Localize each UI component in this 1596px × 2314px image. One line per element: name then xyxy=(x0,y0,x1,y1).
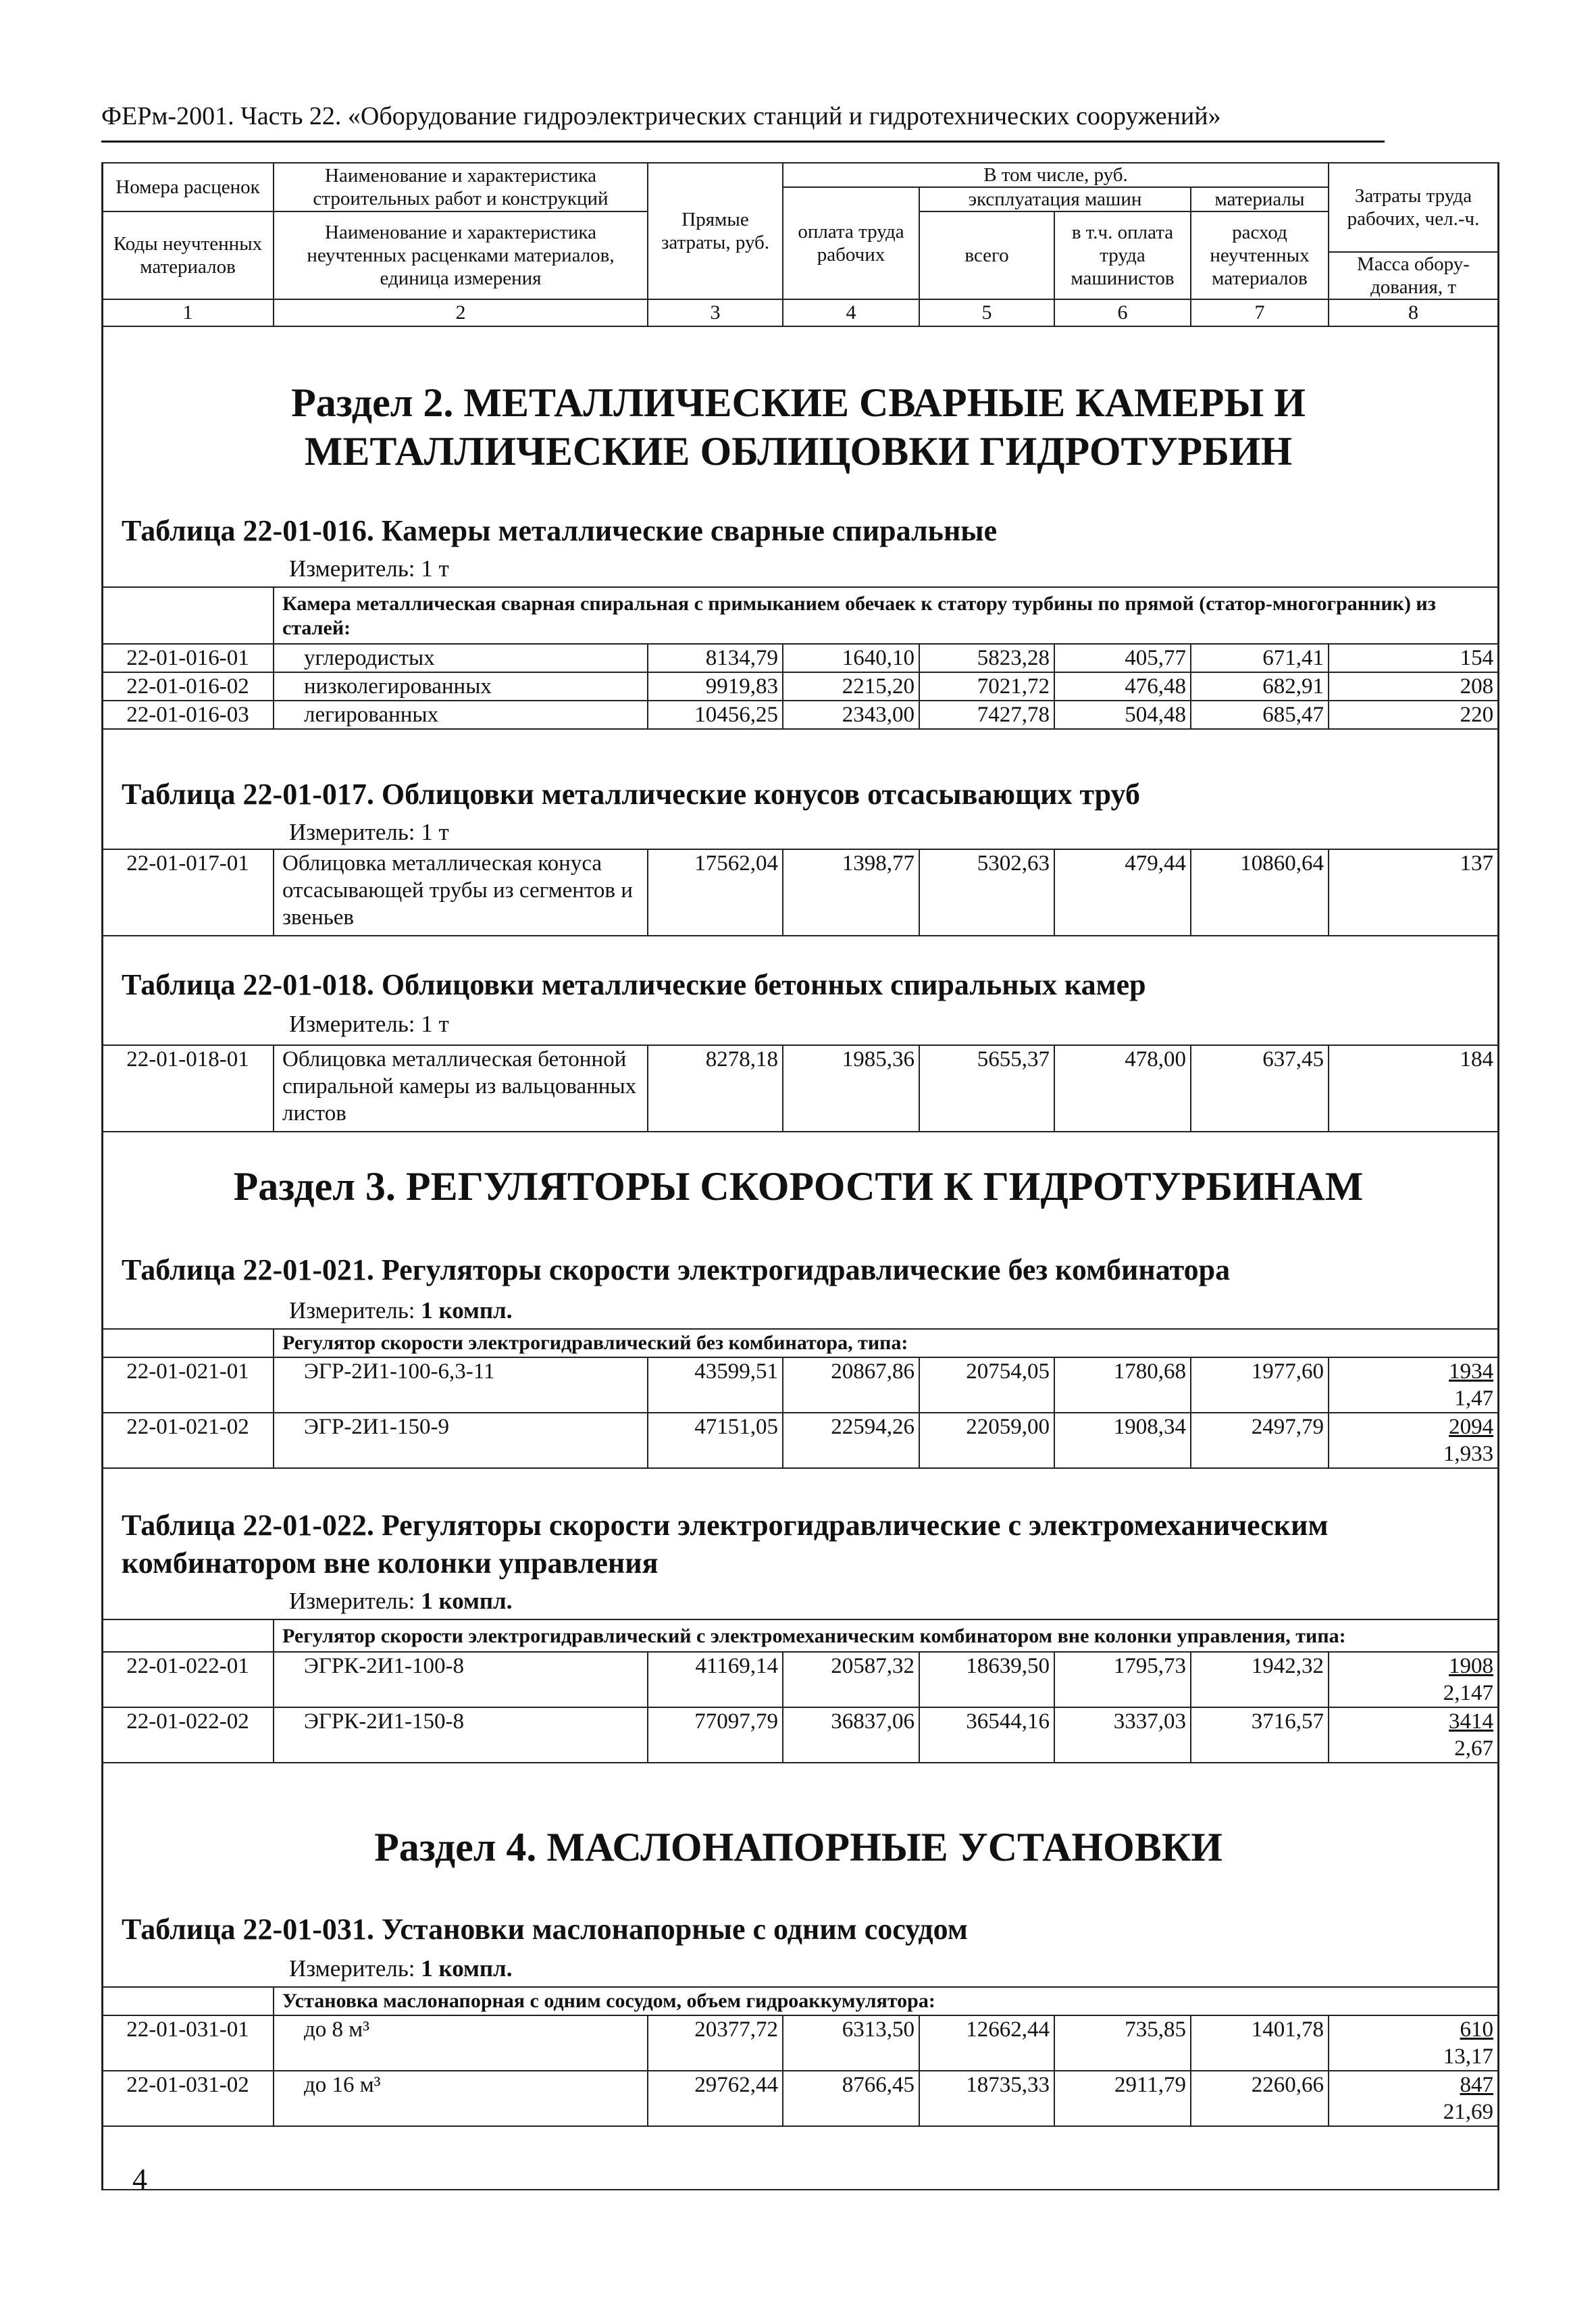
labor-hours-and-mass: 1908 2,147 xyxy=(1329,1652,1498,1707)
operators-pay: 1795,73 xyxy=(1054,1652,1191,1707)
measure: Измеритель: 1 компл. xyxy=(289,1588,513,1614)
materials-cost: 1401,78 xyxy=(1191,2015,1329,2071)
machines-total: 18735,33 xyxy=(919,2071,1054,2126)
machines-total: 36544,16 xyxy=(919,1707,1054,1763)
row-code: 22-01-016-01 xyxy=(102,644,274,672)
labor-cost: 6313,50 xyxy=(783,2015,919,2071)
header-machines: эксплуатация машин xyxy=(919,187,1191,211)
row-name: низколегированных xyxy=(274,672,648,701)
direct-cost: 10456,25 xyxy=(648,701,783,729)
table-22-01-017 xyxy=(101,849,1499,936)
labor-cost: 1640,10 xyxy=(783,644,919,672)
col-number: 4 xyxy=(783,299,919,326)
row-name: ЭГРК-2И1-100-8 xyxy=(274,1652,648,1707)
blank-cell xyxy=(102,1987,274,2015)
table-22-01-021 xyxy=(101,1328,1499,1469)
blank-cell xyxy=(102,587,274,644)
direct-cost: 17562,04 xyxy=(648,849,783,936)
subhead: Регулятор скорости электрогидравлический без комбинатора, типа: xyxy=(274,1329,1498,1357)
materials-cost: 671,41 xyxy=(1191,644,1329,672)
row-name: до 16 м³ xyxy=(274,2071,648,2126)
materials-cost: 1942,32 xyxy=(1191,1652,1329,1707)
operators-pay: 1908,34 xyxy=(1054,1413,1191,1468)
direct-cost: 47151,05 xyxy=(648,1413,783,1468)
table-title: Таблица 22-01-016. Камеры металлические сварные спиральные xyxy=(122,514,998,547)
header-col3: Прямые затраты, руб. xyxy=(648,163,783,299)
direct-cost: 29762,44 xyxy=(648,2071,783,2126)
row-name: углеродистых xyxy=(274,644,648,672)
table-row xyxy=(102,849,1498,936)
running-head: ФЕРм-2001. Часть 22. «Оборудование гидроэлектрических станций и гидротехнических сооружений» xyxy=(101,102,1221,130)
header-col7: расход неучтенных материалов xyxy=(1191,211,1329,299)
table-title: Таблица 22-01-018. Облицовки металлические бетонных спиральных камер xyxy=(122,968,1146,1001)
materials-cost: 685,47 xyxy=(1191,701,1329,729)
labor-hours: 184 xyxy=(1329,1045,1498,1132)
direct-cost: 8278,18 xyxy=(648,1045,783,1132)
materials-cost: 3716,57 xyxy=(1191,1707,1329,1763)
machines-total: 7427,78 xyxy=(919,701,1054,729)
row-code: 22-01-016-03 xyxy=(102,701,274,729)
labor-cost: 20867,86 xyxy=(783,1357,919,1413)
materials-cost: 637,45 xyxy=(1191,1045,1329,1132)
col-number: 6 xyxy=(1054,299,1191,326)
operators-pay: 2911,79 xyxy=(1054,2071,1191,2126)
labor-cost: 1398,77 xyxy=(783,849,919,936)
operators-pay: 479,44 xyxy=(1054,849,1191,936)
operators-pay: 735,85 xyxy=(1054,2015,1191,2071)
machines-total: 5655,37 xyxy=(919,1045,1054,1132)
direct-cost: 9919,83 xyxy=(648,672,783,701)
machines-total: 22059,00 xyxy=(919,1413,1054,1468)
row-code: 22-01-017-01 xyxy=(102,849,274,936)
row-name: ЭГРК-2И1-150-8 xyxy=(274,1707,648,1763)
operators-pay: 478,00 xyxy=(1054,1045,1191,1132)
direct-cost: 77097,79 xyxy=(648,1707,783,1763)
table-row xyxy=(102,1707,1498,1763)
materials-cost: 2260,66 xyxy=(1191,2071,1329,2126)
labor-cost: 1985,36 xyxy=(783,1045,919,1132)
labor-hours: 154 xyxy=(1329,644,1498,672)
labor-cost: 20587,32 xyxy=(783,1652,919,1707)
labor-hours-and-mass: 610 13,17 xyxy=(1329,2015,1498,2071)
header-group: В том числе, руб. xyxy=(783,163,1329,187)
section-title: Раздел 4. МАСЛОНАПОРНЫЕ УСТАНОВКИ xyxy=(374,1825,1222,1869)
table-22-01-031 xyxy=(101,1986,1499,2127)
table-row xyxy=(102,2015,1498,2071)
measure: Измеритель: 1 компл. xyxy=(289,1955,513,1982)
table-title: Таблица 22-01-022. Регуляторы скорости электрогидравлические с электромеханическим комбинатором вне колонки управления xyxy=(122,1509,1329,1580)
subhead: Камера металлическая сварная спиральная с примыканием обечаек к статору турбины по прямой (статор-многогранник) из сталей: xyxy=(274,587,1498,644)
measure: Измеритель: 1 компл. xyxy=(289,1297,513,1324)
page-number: 4 xyxy=(132,2163,147,2196)
table-row xyxy=(102,1413,1498,1468)
header-col1-bottom: Коды неучтенных материалов xyxy=(102,211,274,299)
labor-hours-and-mass: 3414 2,67 xyxy=(1329,1707,1498,1763)
column-header-table xyxy=(101,162,1499,327)
machines-total: 5823,28 xyxy=(919,644,1054,672)
operators-pay: 3337,03 xyxy=(1054,1707,1191,1763)
header-rule xyxy=(101,141,1385,143)
row-code: 22-01-018-01 xyxy=(102,1045,274,1132)
materials-cost: 10860,64 xyxy=(1191,849,1329,936)
labor-hours-and-mass: 847 21,69 xyxy=(1329,2071,1498,2126)
operators-pay: 476,48 xyxy=(1054,672,1191,701)
direct-cost: 43599,51 xyxy=(648,1357,783,1413)
labor-cost: 8766,45 xyxy=(783,2071,919,2126)
header-col2-top: Наименование и характеристика строительных работ и конструкций xyxy=(274,163,648,211)
row-code: 22-01-016-02 xyxy=(102,672,274,701)
labor-hours-and-mass: 1934 1,47 xyxy=(1329,1357,1498,1413)
measure: Измеритель: 1 т xyxy=(289,819,449,845)
table-row xyxy=(102,1357,1498,1413)
machines-total: 20754,05 xyxy=(919,1357,1054,1413)
table-row xyxy=(102,644,1498,672)
table-title: Таблица 22-01-017. Облицовки металлические конусов отсасывающих труб xyxy=(122,778,1140,811)
header-col8-top: Затраты труда рабочих, чел.-ч. xyxy=(1329,163,1498,252)
row-name: ЭГР-2И1-150-9 xyxy=(274,1413,648,1468)
section-title: Раздел 2. МЕТАЛЛИЧЕСКИЕ СВАРНЫЕ КАМЕРЫ И МЕТАЛЛИЧЕСКИЕ ОБЛИЦОВКИ ГИДРОТУРБИН xyxy=(291,380,1306,474)
labor-cost: 36837,06 xyxy=(783,1707,919,1763)
row-name: ЭГР-2И1-100-6,3-11 xyxy=(274,1357,648,1413)
subhead: Установка маслонапорная с одним сосудом, объем гидроаккумулятора: xyxy=(274,1987,1498,2015)
labor-cost: 2215,20 xyxy=(783,672,919,701)
row-code: 22-01-022-02 xyxy=(102,1707,274,1763)
row-name: легированных xyxy=(274,701,648,729)
labor-hours: 208 xyxy=(1329,672,1498,701)
table-row xyxy=(102,1045,1498,1132)
header-col2-bottom: Наименование и характеристика неучтенных расценками материалов, единица измерения xyxy=(274,211,648,299)
operators-pay: 405,77 xyxy=(1054,644,1191,672)
row-code: 22-01-022-01 xyxy=(102,1652,274,1707)
header-col6: в т.ч. оплата труда машинистов xyxy=(1054,211,1191,299)
col-number: 7 xyxy=(1191,299,1329,326)
labor-cost: 2343,00 xyxy=(783,701,919,729)
table-22-01-018 xyxy=(101,1045,1499,1132)
blank-cell xyxy=(102,1619,274,1652)
row-code: 22-01-031-02 xyxy=(102,2071,274,2126)
machines-total: 7021,72 xyxy=(919,672,1054,701)
table-row xyxy=(102,1652,1498,1707)
machines-total: 12662,44 xyxy=(919,2015,1054,2071)
measure: Измеритель: 1 т xyxy=(289,555,449,582)
direct-cost: 20377,72 xyxy=(648,2015,783,2071)
col-number: 8 xyxy=(1329,299,1498,326)
labor-hours: 220 xyxy=(1329,701,1498,729)
row-code: 22-01-021-02 xyxy=(102,1413,274,1468)
table-22-01-022 xyxy=(101,1619,1499,1763)
table-title: Таблица 22-01-031. Установки маслонапорные с одним сосудом xyxy=(122,1913,968,1946)
materials-cost: 1977,60 xyxy=(1191,1357,1329,1413)
header-col5: всего xyxy=(919,211,1054,299)
header-col8-bottom: Масса обору-дования, т xyxy=(1329,252,1498,299)
header-materials: материалы xyxy=(1191,187,1329,211)
operators-pay: 504,48 xyxy=(1054,701,1191,729)
machines-total: 5302,63 xyxy=(919,849,1054,936)
section-title: Раздел 3. РЕГУЛЯТОРЫ СКОРОСТИ К ГИДРОТУРБИНАМ xyxy=(233,1164,1364,1209)
table-row xyxy=(102,672,1498,701)
col-number: 5 xyxy=(919,299,1054,326)
table-22-01-016 xyxy=(101,586,1499,730)
materials-cost: 682,91 xyxy=(1191,672,1329,701)
row-code: 22-01-021-01 xyxy=(102,1357,274,1413)
header-col1-top: Номера расценок xyxy=(102,163,274,211)
blank-cell xyxy=(102,1329,274,1357)
operators-pay: 1780,68 xyxy=(1054,1357,1191,1413)
labor-hours-and-mass: 2094 1,933 xyxy=(1329,1413,1498,1468)
table-row xyxy=(102,701,1498,729)
col-number: 2 xyxy=(274,299,648,326)
direct-cost: 8134,79 xyxy=(648,644,783,672)
col-number: 1 xyxy=(102,299,274,326)
subhead: Регулятор скорости электрогидравлический с электромеханическим комбинатором вне колонки управления, типа: xyxy=(274,1619,1498,1652)
machines-total: 18639,50 xyxy=(919,1652,1054,1707)
row-name: до 8 м³ xyxy=(274,2015,648,2071)
table-row xyxy=(102,2071,1498,2126)
row-name: Облицовка металлическая конуса отсасывающей трубы из сегментов и звеньев xyxy=(274,849,648,936)
measure: Измеритель: 1 т xyxy=(289,1011,449,1037)
table-title: Таблица 22-01-021. Регуляторы скорости электрогидравлические без комбинатора xyxy=(122,1253,1231,1286)
header-col4: оплата труда рабочих xyxy=(783,187,919,299)
row-code: 22-01-031-01 xyxy=(102,2015,274,2071)
labor-hours: 137 xyxy=(1329,849,1498,936)
materials-cost: 2497,79 xyxy=(1191,1413,1329,1468)
row-name: Облицовка металлическая бетонной спиральной камеры из вальцованных листов xyxy=(274,1045,648,1132)
direct-cost: 41169,14 xyxy=(648,1652,783,1707)
col-number: 3 xyxy=(648,299,783,326)
labor-cost: 22594,26 xyxy=(783,1413,919,1468)
